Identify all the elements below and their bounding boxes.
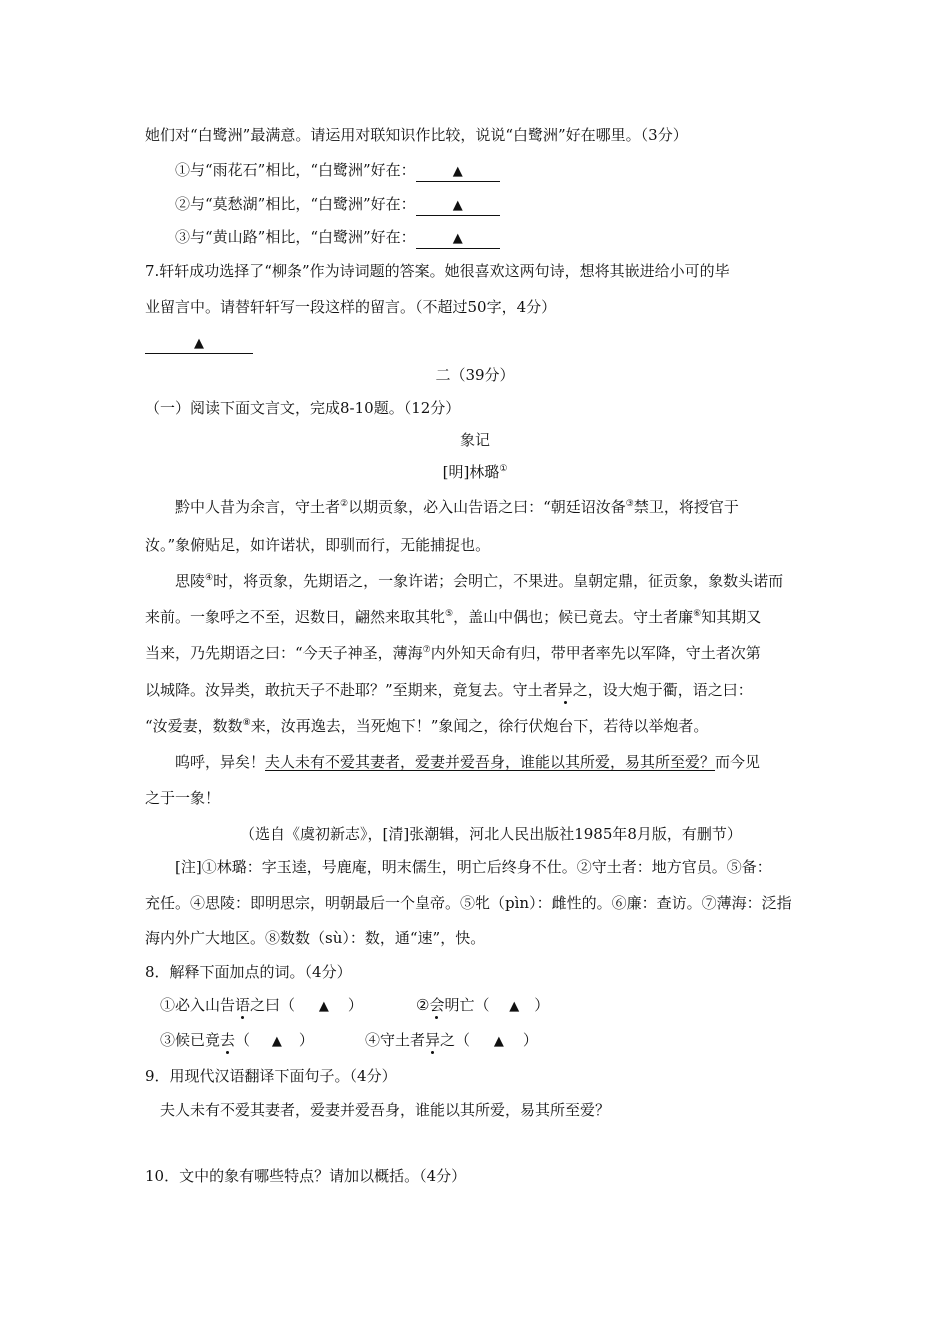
q8-item-3: ③候已竟去（ ▲ ） bbox=[160, 1030, 314, 1052]
article-source: （选自《虞初新志》，[清]张潮辑，河北人民出版社1985年8月版，有删节） bbox=[240, 825, 742, 843]
triangle-icon: ▲ bbox=[271, 1034, 282, 1049]
triangle-icon: ▲ bbox=[452, 198, 463, 213]
q7-line-2: 业留言中。请替轩轩写一段这样的留言。（不超过50字，4分） bbox=[145, 298, 557, 316]
article-p1-line-2: 汝。”象俯贴足，如许诺状，即驯而行，无能捕捉也。 bbox=[145, 536, 491, 554]
q8-item-4: ④守土者异之（ ▲ ） bbox=[365, 1030, 538, 1052]
article-author: [明]林璐① bbox=[442, 463, 508, 481]
dotted-word: 会 bbox=[429, 996, 445, 1014]
q6-item-3-text: ③与“黄山路”相比，“白鹭洲”好在： bbox=[175, 228, 416, 246]
article-p3-line-1: 呜呼，异矣！夫人未有不爱其妻者，爱妻并爱吾身，谁能以其所爱，易其所至爱？而今见 bbox=[175, 753, 761, 771]
q6-item-1 bbox=[175, 160, 500, 182]
q8-item-1: ①必入山告语之曰（ ▲ ） bbox=[160, 995, 363, 1017]
q6-item-3 bbox=[175, 227, 500, 249]
q7-answer-line bbox=[145, 332, 253, 354]
answer-blank[interactable] bbox=[416, 195, 500, 216]
triangle-icon: ▲ bbox=[194, 336, 204, 351]
answer-slot[interactable] bbox=[475, 1030, 523, 1052]
q6-item-2-text: ②与“莫愁湖”相比，“白鹭洲”好在： bbox=[175, 195, 416, 213]
answer-blank[interactable] bbox=[416, 228, 500, 249]
article-p2-line-5: “汝爱妻，数数⑧来，汝再逸去，当死炮下！”象闻之，徐行伏炮台下，若待以举炮者。 bbox=[145, 717, 709, 735]
triangle-icon: ▲ bbox=[318, 999, 329, 1014]
part-1-instruction: （一）阅读下面文言文，完成8-10题。（12分） bbox=[145, 399, 461, 417]
dotted-word: 异 bbox=[557, 681, 573, 699]
dotted-word: 语 bbox=[235, 996, 251, 1014]
section-heading: 二（39分） bbox=[435, 366, 515, 384]
triangle-icon: ▲ bbox=[493, 1034, 504, 1049]
article-p2-line-2: 来前。一象呼之不至，迟数日，翩然来取其牝⑤，盖山中偶也；候已竟去。守土者廉⑥知其期又 bbox=[145, 608, 762, 626]
q8-stem: 8．解释下面加点的词。（4分） bbox=[145, 963, 352, 981]
q6-item-1-text: ①与“雨花石”相比，“白鹭洲”好在： bbox=[175, 161, 416, 179]
q8-item-2: ②会明亡（ ▲ ） bbox=[416, 995, 549, 1017]
q6-item-2 bbox=[175, 194, 500, 216]
notes-line-1: [注]①林璐：字玉逵，号鹿庵，明末儒生，明亡后终身不仕。②守土者：地方官员。⑤备： bbox=[175, 858, 772, 876]
triangle-icon: ▲ bbox=[509, 999, 520, 1014]
q10-stem: 10．文中的象有哪些特点？请加以概括。（4分） bbox=[145, 1167, 467, 1185]
notes-line-2: 充任。④思陵：即明思宗，明朝最后一个皇帝。⑤牝（pìn）：雌性的。⑥廉：查访。⑦薄海：泛指 bbox=[145, 894, 792, 912]
answer-slot[interactable] bbox=[300, 995, 348, 1017]
answer-slot[interactable] bbox=[494, 995, 534, 1017]
notes-line-3: 海内外广大地区。⑧数数（sù）：数，通“速”，快。 bbox=[145, 929, 486, 947]
underlined-sentence: 夫人未有不爱其妻者，爱妻并爱吾身，谁能以其所爱，易其所至爱？ bbox=[265, 753, 716, 771]
answer-slot[interactable] bbox=[255, 1030, 299, 1052]
dotted-word: 异 bbox=[425, 1031, 441, 1049]
q6-intro: 她们对“白鹭洲”最满意。请运用对联知识作比较，说说“白鹭洲”好在哪里。（3分） bbox=[145, 126, 688, 144]
triangle-icon: ▲ bbox=[452, 164, 463, 179]
q9-stem: 9．用现代汉语翻译下面句子。（4分） bbox=[145, 1067, 397, 1085]
answer-blank[interactable] bbox=[416, 161, 500, 182]
article-p2-line-4: 以城降。汝异类，敢抗天子不赴耶？”至期来，竟复去。守土者异之，设大炮于衢，语之曰： bbox=[145, 681, 753, 699]
dotted-word: 去 bbox=[220, 1031, 236, 1049]
triangle-icon: ▲ bbox=[452, 231, 463, 246]
article-p1-line-1: 黔中人昔为余言，守土者②以期贡象，必入山告语之曰：“朝廷诏汝备③禁卫，将授官于 bbox=[175, 498, 739, 516]
answer-blank[interactable] bbox=[145, 333, 253, 354]
article-p3-line-2: 之于一象！ bbox=[145, 789, 221, 807]
q7-line-1: 7.轩轩成功选择了“柳条”作为诗词题的答案。她很喜欢这两句诗，想将其嵌进给小可的毕 bbox=[145, 262, 730, 280]
q9-sentence: 夫人未有不爱其妻者，爱妻并爱吾身，谁能以其所爱，易其所至爱？ bbox=[160, 1101, 611, 1119]
article-title: 象记 bbox=[459, 431, 490, 449]
article-p2-line-1: 思陵④时，将贡象，先期语之，一象许诺；会明亡，不果进。皇朝定鼎，征贡象，象数头诺而 bbox=[175, 572, 784, 590]
article-p2-line-3: 当来，乃先期语之曰：“今天子神圣，薄海⑦内外知天命有归，带甲者率先以军降，守土者次第 bbox=[145, 644, 761, 662]
